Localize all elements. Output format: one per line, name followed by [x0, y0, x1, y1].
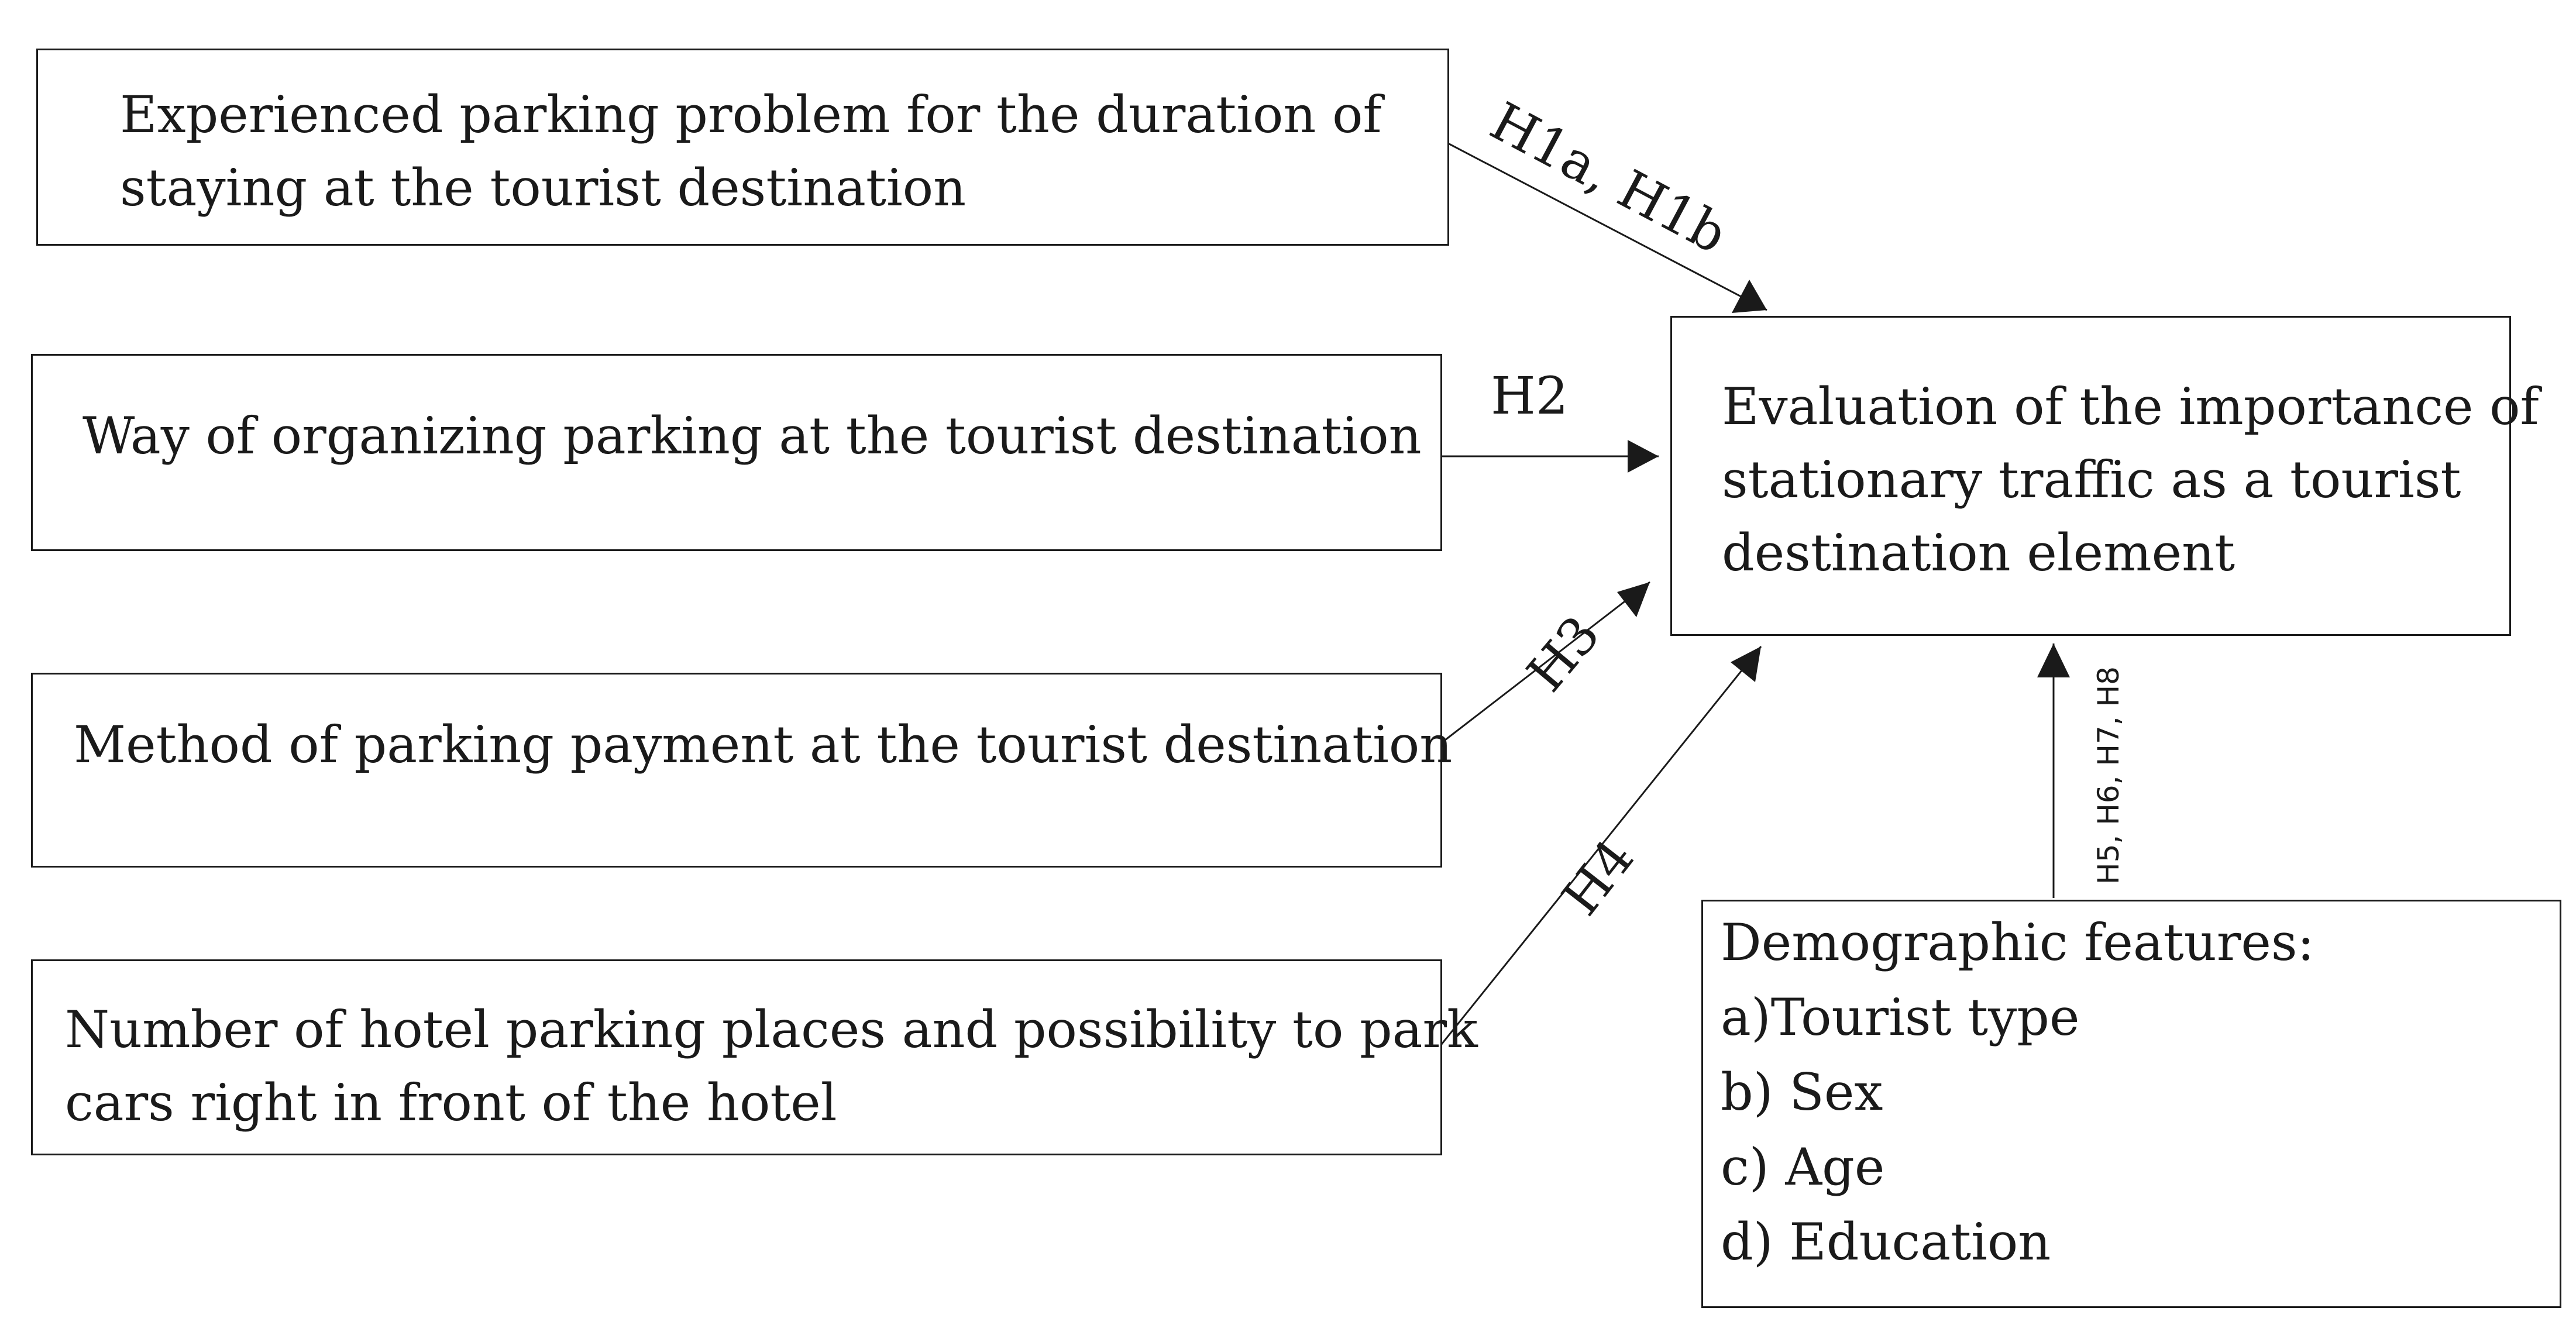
label-h4: H4	[1550, 828, 1646, 927]
label-h3: H3	[1515, 604, 1612, 703]
label-h2: H2	[1491, 366, 1569, 426]
box-evaluation-line-3: destination element	[1722, 523, 2235, 583]
box-organizing-label: Way of organizing parking at the tourist destination	[82, 406, 1422, 466]
box-parking-problem	[36, 49, 1449, 246]
box-evaluation-line-2: stationary traffic as a tourist	[1722, 450, 2461, 510]
box-demographic-title: Demographic features:	[1721, 913, 2314, 972]
box-hotel-places	[31, 959, 1478, 1155]
arrow-h5-h8	[2037, 643, 2070, 898]
label-h5-h8: H5, H6, H7, H8	[2092, 666, 2126, 885]
box-payment	[31, 673, 1453, 868]
box-hotel-places-line-1: Number of hotel parking places and possibility to park	[65, 1000, 1478, 1059]
box-demographic-item-a: a)Tourist type	[1721, 987, 2080, 1047]
box-demographic-item-d: d) Education	[1721, 1212, 2051, 1272]
box-parking-problem-line-1: Experienced parking problem for the duration of	[120, 85, 1382, 144]
box-demographic-item-c: c) Age	[1721, 1137, 1885, 1197]
box-demographic-item-b: b) Sex	[1721, 1062, 1883, 1122]
box-evaluation	[1670, 316, 2539, 636]
arrow-h2	[1442, 440, 1659, 473]
box-parking-problem-line-2: staying at the tourist destination	[120, 158, 967, 218]
box-demographic	[1701, 900, 2561, 1308]
box-organizing	[31, 354, 1442, 551]
label-h1: H1a, H1b	[1480, 91, 1737, 266]
box-evaluation-line-1: Evaluation of the importance of	[1722, 377, 2539, 436]
box-payment-label: Method of parking payment at the tourist destination	[74, 715, 1453, 775]
box-hotel-places-line-2: cars right in front of the hotel	[65, 1073, 837, 1133]
